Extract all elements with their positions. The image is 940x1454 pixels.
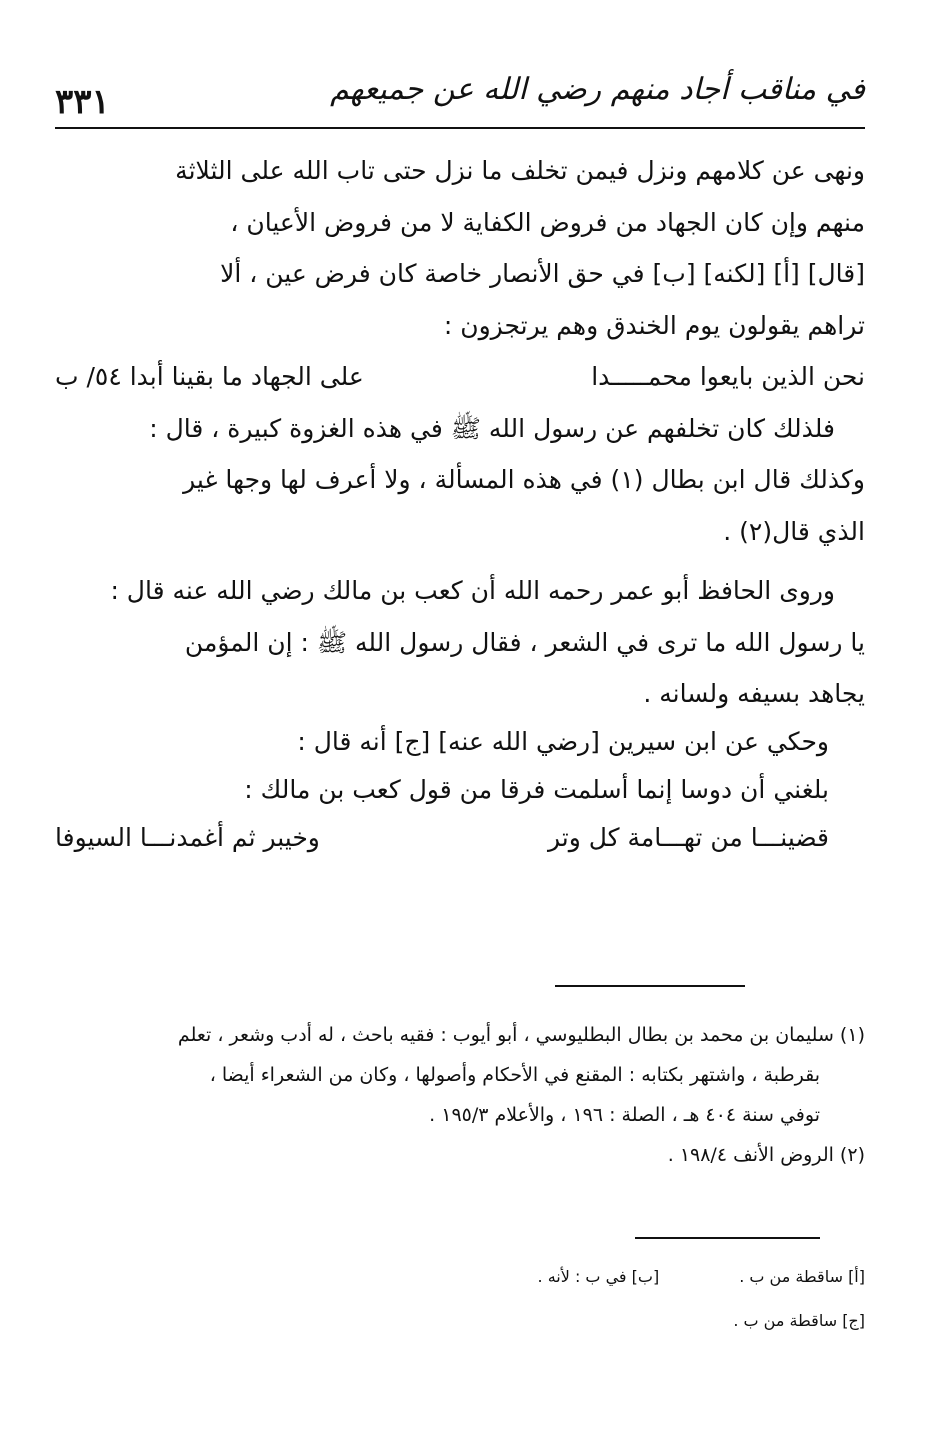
variants-divider [635,1237,820,1239]
footnotes [55,1015,865,1175]
verse-line [55,351,865,403]
text-line: يا رسول الله ما ترى في الشعر ، فقال رسول الله ﷺ : إن المؤمن [184,627,865,657]
text-line: ونهى عن كلامهم ونزل فيمن تخلف ما نزل حتى تاب الله على الثلاثة [175,156,865,185]
footnote-divider [555,985,745,987]
running-title: في مناقب أجاد منهم رضي الله عن جميعهم [330,72,865,107]
main-text [55,145,865,864]
variant-note-c: [ج] ساقطة من ب . [733,1311,865,1330]
verse-hemistich-second: وخيبر ثم أغمدنـــا السيوفا [55,823,320,852]
text-line: الذي قال(٢) . [723,516,865,546]
text-line: وروى الحافظ أبو عمر رحمه الله أن كعب بن مالك رضي الله عنه قال : [110,576,835,605]
variant-note-b: [ب] في ب : لأنه . [537,1267,660,1286]
page-number: ٣٣١ [55,82,110,122]
variant-row [460,1262,865,1306]
text-line: فلذلك كان تخلفهم عن رسول الله ﷺ في هذه الغزوة كبيرة ، قال : [149,413,835,443]
verse-hemistich-first: قضينـــا من تهـــامة كل وتر [547,823,829,852]
variant-row [460,1306,865,1350]
footnote-line: بقرطبة ، واشتهر بكتابه : المقنع في الأحكام وأصولها ، وكان من الشعراء أيضا ، [209,1064,820,1086]
variant-note-a: [أ] ساقطة من ب . [739,1267,865,1286]
text-line: يجاهد بسيفه ولسانه . [643,679,865,708]
paragraph-gap [55,557,865,565]
header-divider [55,127,865,129]
manuscript-variants [460,1262,865,1350]
verse-hemistich-second: على الجهاد ما بقينا أبدا ٥٤/ ب [55,362,364,391]
text-line: وكذلك قال ابن بطال (١) في هذه المسألة ، ولا أعرف لها وجها غير [183,465,865,494]
text-line: [قال] [أ] [لكنه] [ب] في حق الأنصار خاصة كان فرض عين ، ألا [220,259,865,288]
text-line: تراهم يقولون يوم الخندق وهم يرتجزون : [443,310,865,340]
text-line: بلغني أن دوسا إنما أسلمت فرقا من قول كعب بن مالك : [244,775,829,804]
verse-hemistich-first: نحن الذين بايعوا محمـــــدا [591,362,865,391]
footnote-line: توفي سنة ٤٠٤ هـ ، الصلة : ١٩٦ ، والأعلام ١٩٥/٣ . [429,1104,820,1126]
text-line: وحكي عن ابن سيرين [رضي الله عنه] [ج] أنه قال : [297,727,829,756]
text-line: منهم وإن كان الجهاد من فروض الكفاية لا من فروض الأعيان ، [230,207,865,237]
footnote-line: (٢) الروض الأنف ١٩٨/٤ . [667,1144,865,1166]
page-header [55,58,865,128]
footnote-line: (١) سليمان بن محمد بن بطال البطليوسي ، أبو أيوب : فقيه باحث ، له أدب وشعر ، تعلم [177,1024,865,1046]
verse-line [55,812,865,864]
